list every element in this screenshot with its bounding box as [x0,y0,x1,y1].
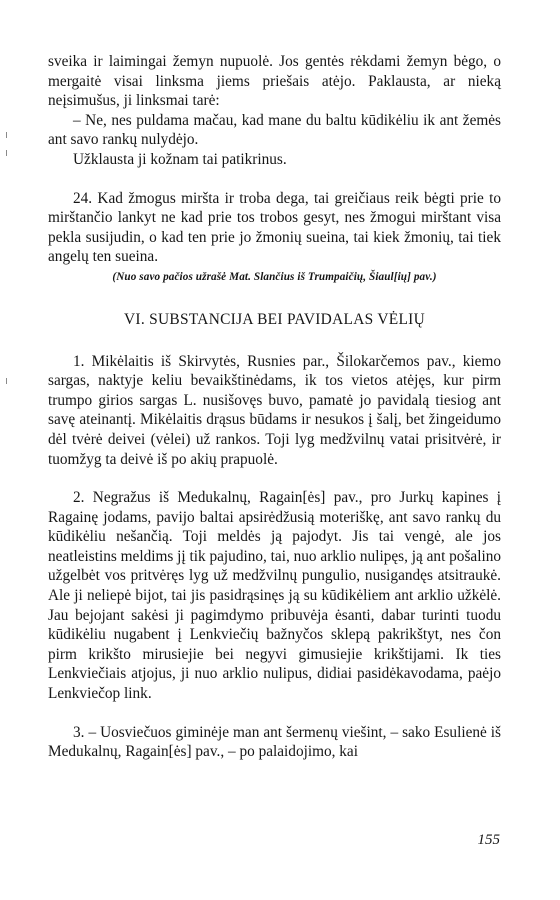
page-text [48,52,501,762]
margin-mark [6,378,7,384]
source-note: (Nuo savo pačios užrašė Mat. Slančius iš Trumpaičių, Šiaul[ių] pav.) [112,270,437,283]
margin-mark [6,150,7,156]
paragraph: 24. Kad žmogus miršta ir troba dega, tai greičiaus reik bėgti prie to mirštančio lankyt ne kad prie tos trobos gesyt, nes žmogui mirštant visa pekla susijudin, o kad ten prie jo žmonių sueina, tai kiek žmonių, tai tiek angelų ten sueina. [48,189,501,266]
page-number: 155 [477,832,500,848]
paragraph: 1. Mikėlaitis iš Skirvytės, Rusnies par., Šilokarčemos pav., kiemo sargas, naktyje keliu bevaikštinėdams, ik tos vietos atėjęs, kur pirm trumpo girios sargas L. nusišovęs buvo, pamatė jo pavidalą tiesiog ant savę ateinantį. Mikėlaitis drąsus būdams ir nesukos į šalį, bet žingeidumo dėl tvėrė deivei (vėlei) už rankos. Toji lyg medžvilnų vatai prisitvėrė, ir tuomžyg ta deivė iš po akių prapuolė. [48,352,501,468]
paragraph: – Ne, nes puldama mačau, kad mane du baltu kūdikėliu ik ant žemės ant savo rankų nulydėjo. [48,111,501,149]
paragraph: sveika ir laimingai žemyn nupuolė. Jos gentės rėkdami žemyn bėgo, o mergaitė visai linksma jiems priešais atėjo. Paklausta, ar nieką neįsimušus, ji linksmai tarė: [48,53,501,110]
paragraph: Užklausta ji kožnam tai patikrinus. [73,150,287,168]
margin-mark [6,132,7,138]
paragraph: 3. – Uosviečuos giminėje man ant šermenų viešint, – sako Esulienė iš Medukalnų, Ragain[ės] pav., – po palaidojimo, kai [48,723,501,761]
paragraph: 2. Negražus iš Medukalnų, Ragain[ės] pav., pro Jurkų kapines į Ragainę jodams, pavijo baltai apsirėdžusią moteriškę, ant savo rankų du kūdikėliu nešančią. Toji meldės ją pajodyt. Jis tai vengė, ale jos neatleistins meldims jį tik pajudino, tai, nuo arklio nulipęs, ją ant pošalino užgelbėt vos pritvėręs lyg už medžvilnų pungulio, nusigandęs atsitraukė. Ale ji neliepė bijot, tai jis pasidrąsinęs ją su kūdikėliem ant arklio užkėlė. Jau bejojant sakėsi ji pagimdymo pribuvėja ėsanti, dabar turinti tuodu kūdikėliu nugabent į Lenkviečių bažnyčos sklepą pakrikštyt, nes čon pirm krikšto mirusiejie bei negyvi gimusiejie krikštijami. Ik ties Lenkviečiais atjojus, ji nuo arklio nulipus, didiai pasidėkavodama, paėjo Lenkviečop link. [48,489,501,703]
section-title: VI. SUBSTANCIJA BEI PAVIDALAS VĖLIŲ [123,310,425,328]
